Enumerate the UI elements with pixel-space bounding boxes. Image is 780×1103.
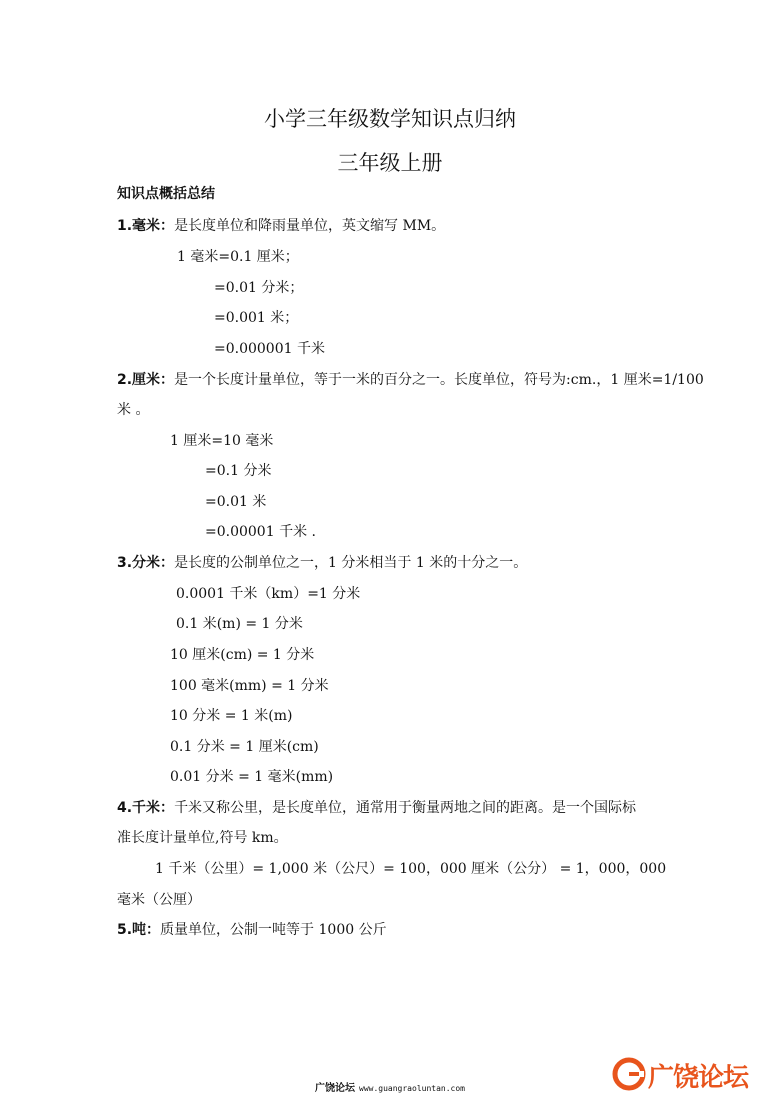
item-3-line: 0.01 分米 = 1 毫米(mm) (170, 769, 334, 785)
item-2-line: =0.1 分米 (205, 463, 272, 479)
item-4-desc: 千米又称公里，是长度单位，通常用于衡量两地之间的距离。是一个国际标 (174, 800, 637, 816)
item-3-label: 3.分米： (117, 555, 175, 571)
item-3-line: 10 厘米(cm) = 1 分米 (170, 647, 315, 663)
item-1-line: 1 毫米=0.1 厘米； (177, 249, 299, 265)
item-5-label: 5.吨： (117, 922, 161, 938)
item-1-line: =0.001 米； (214, 310, 299, 326)
item-3-line: 10 分米 = 1 米(m) (170, 708, 293, 724)
forum-logo-text: 广饶论坛 (648, 1063, 749, 1093)
page-title: 小学三年级数学知识点归纳 (264, 107, 516, 131)
item-1-desc: 是长度单位和降雨量单位，英文缩写 MM。 (174, 218, 446, 234)
item-2 (117, 369, 704, 389)
item-3-line: 0.0001 千米（km）=1 分米 (176, 586, 361, 602)
item-2-desc: 是一个长度计量单位，等于一米的百分之一。长度单位，符号为:cm.，1 厘米=1/100 (174, 372, 704, 388)
item-2-line: =0.01 米 (205, 494, 267, 510)
item-4 (117, 797, 636, 817)
item-5 (117, 919, 387, 939)
section-heading: 知识点概括总结 (117, 186, 215, 202)
item-3-line: 100 毫米(mm) = 1 分米 (170, 678, 329, 694)
item-3-line: 0.1 米(m) = 1 分米 (176, 616, 303, 632)
item-3 (117, 552, 527, 572)
item-2-line: 1 厘米=10 毫米 (170, 433, 274, 449)
item-2-desc-cont: 米 。 (117, 402, 150, 418)
forum-logo-icon (612, 1057, 646, 1091)
item-1-line: =0.01 分米； (214, 280, 304, 296)
item-1-label: 1.毫米： (117, 218, 175, 234)
footer-site: www.guangraoluntan.com (359, 1084, 465, 1093)
footer-name: 广饶论坛 (315, 1083, 356, 1094)
item-1 (117, 215, 445, 235)
item-3-desc: 是长度的公制单位之一，1 分米相当于 1 米的十分之一。 (174, 555, 528, 571)
item-1-line: =0.000001 千米 (214, 341, 325, 357)
item-4-label: 4.千米： (117, 800, 175, 816)
item-2-label: 2.厘米： (117, 372, 175, 388)
item-5-desc: 质量单位，公制一吨等于 1000 公斤 (160, 922, 387, 938)
forum-logo (612, 1055, 780, 1095)
item-4-desc-cont: 准长度计量单位,符号 km。 (117, 830, 288, 846)
item-4-line: 毫米（公厘） (117, 892, 201, 908)
item-4-line: 1 千米（公里）= 1,000 米（公尺）= 100，000 厘米（公分） = 1，000，000 (155, 861, 667, 877)
item-2-line: =0.00001 千米 . (205, 524, 316, 540)
page-subtitle: 三年级上册 (337, 151, 443, 175)
item-3-line: 0.1 分米 = 1 厘米(cm) (170, 739, 319, 755)
